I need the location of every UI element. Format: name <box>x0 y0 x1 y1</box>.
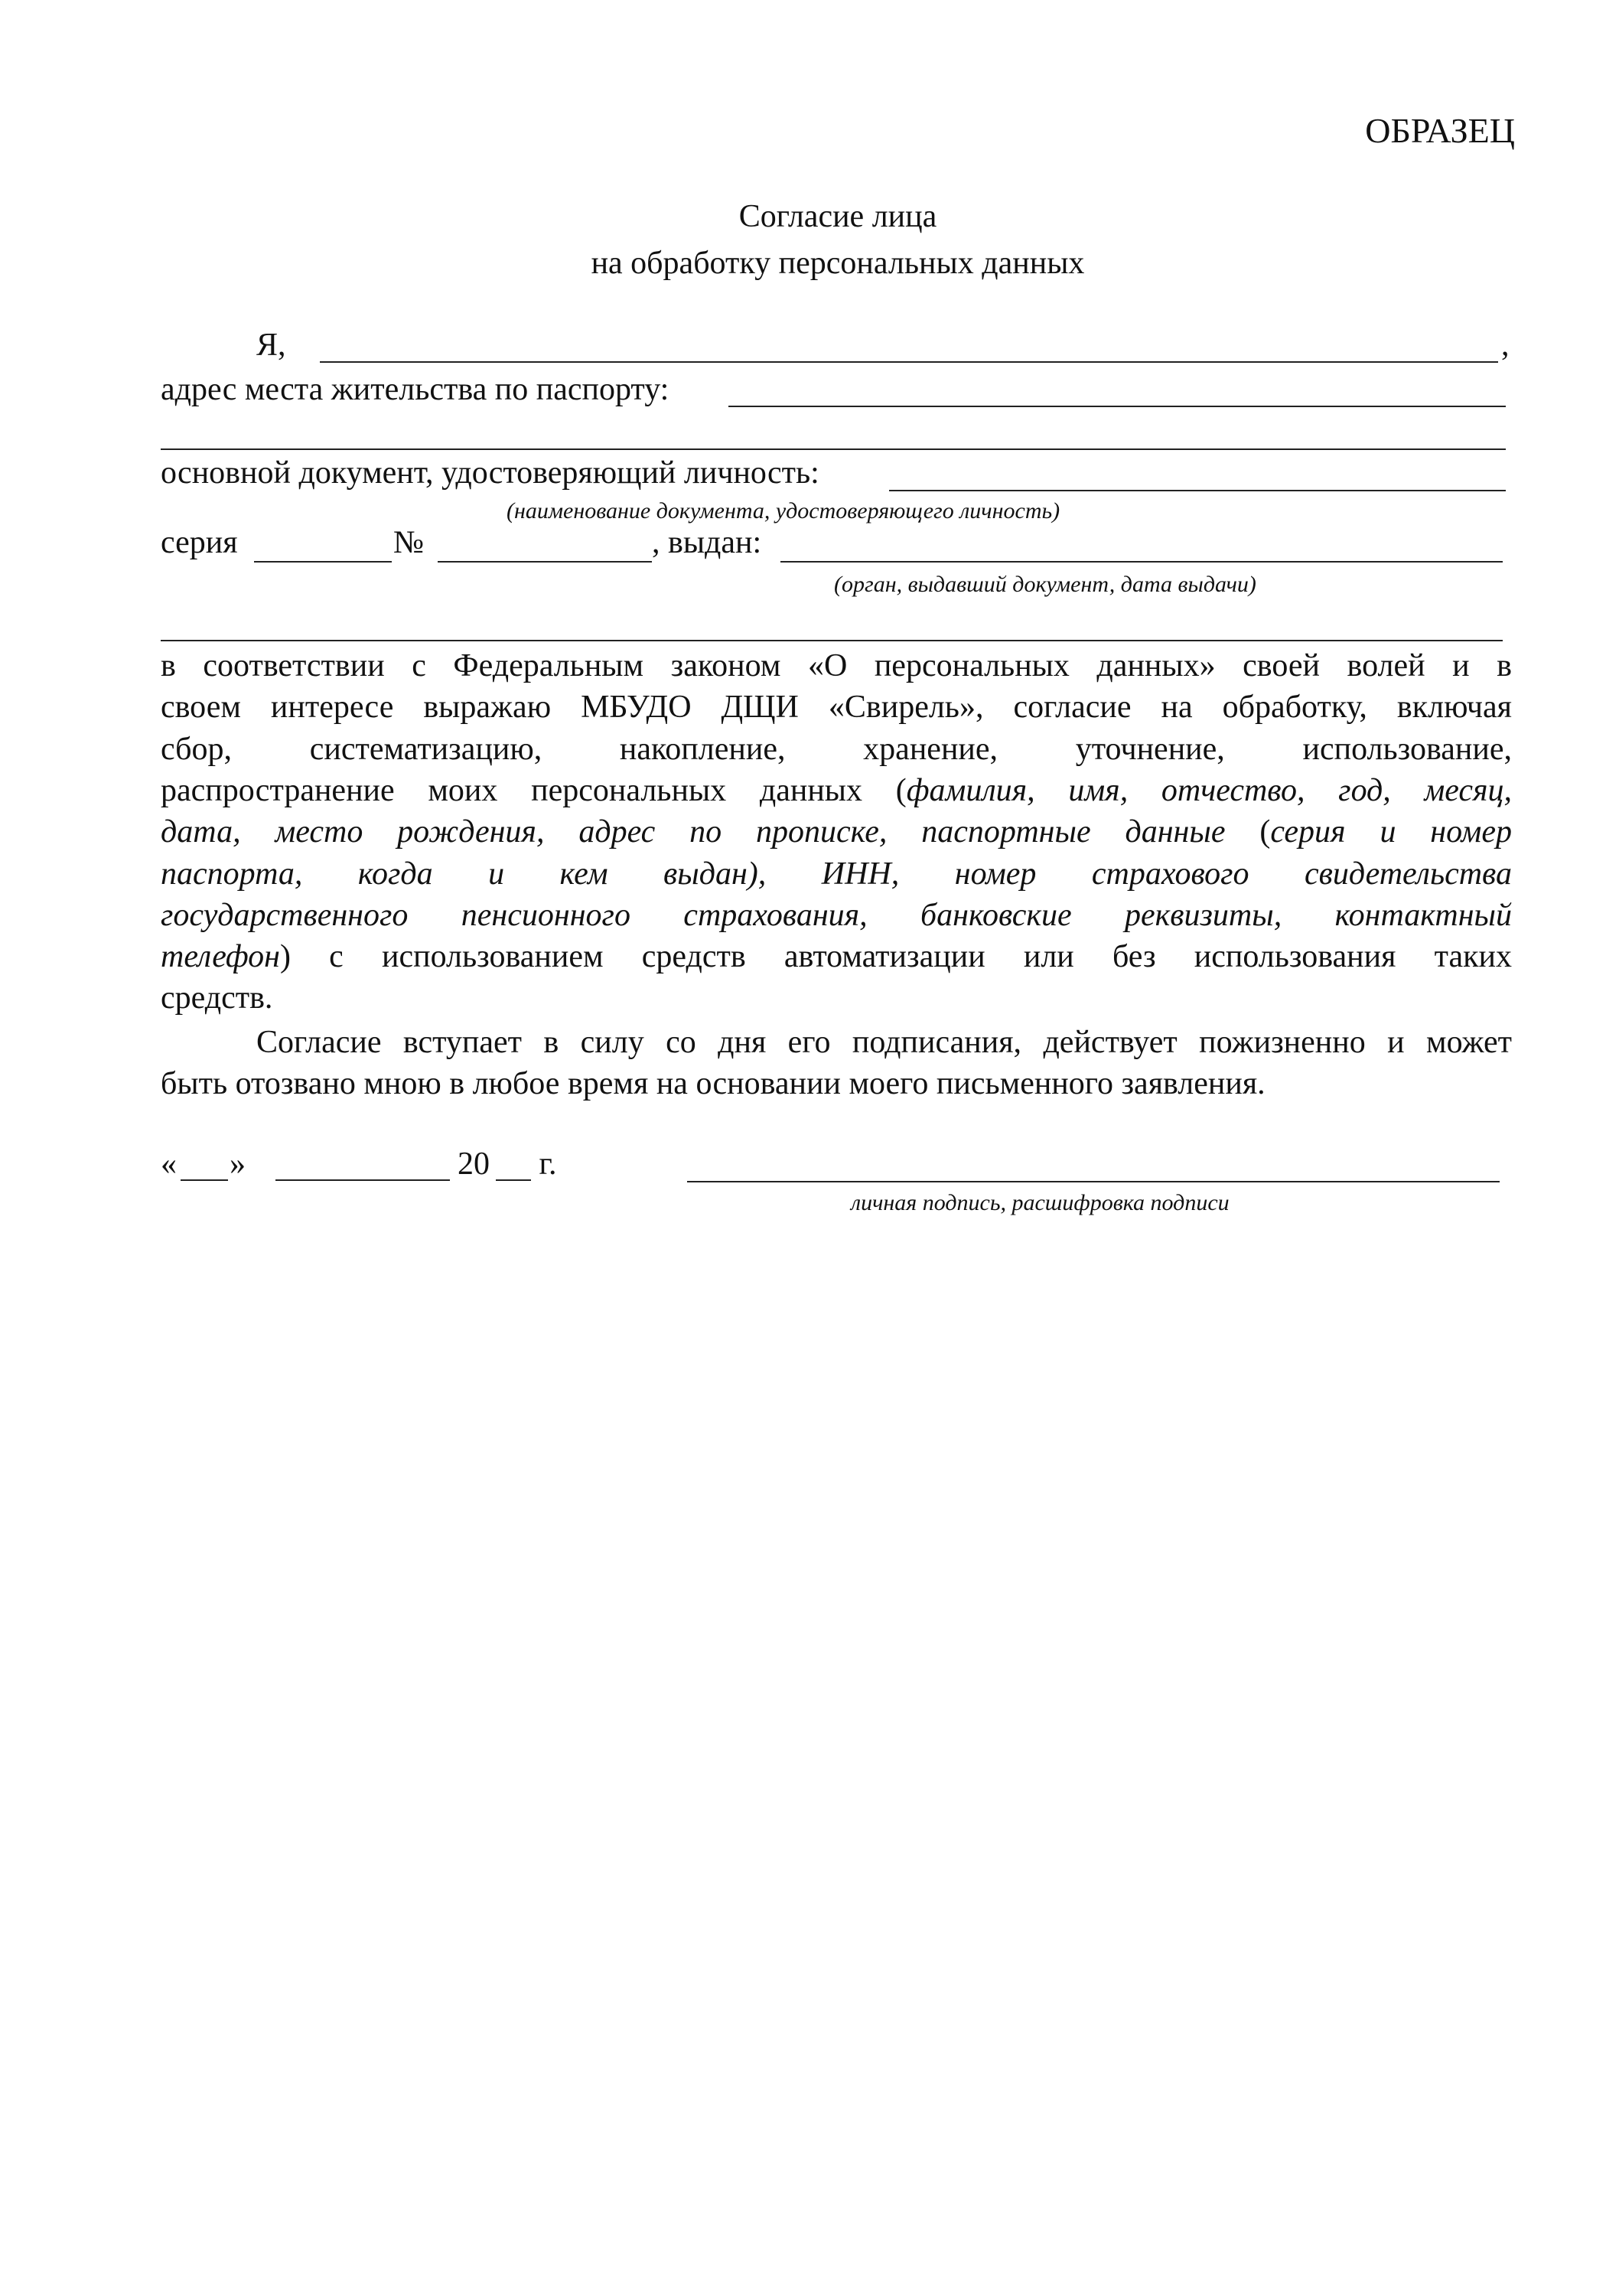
year-suffix: г. <box>531 1146 557 1182</box>
text-segment: ) с использованием средств автоматизации или без использования таких <box>279 939 1512 975</box>
paragraph-line <box>161 936 1512 977</box>
paragraph-line <box>161 811 1512 853</box>
year-prefix: 20 <box>458 1146 490 1182</box>
issued-field-continued[interactable] <box>161 640 1503 641</box>
document-label: основной документ, удостоверяющий личность: <box>161 455 819 491</box>
number-field[interactable] <box>438 561 652 563</box>
text-segment: дата, место рождения, адрес по прописке, паспортные данные <box>161 814 1260 850</box>
text-segment: серия и номер <box>1270 814 1512 850</box>
paragraph-line <box>161 895 1512 936</box>
title-line-2: на обработку персональных данных <box>591 246 1085 281</box>
text-segment: государственного пенсионного страхования, банковские реквизиты, контактный <box>161 897 1512 933</box>
year-field[interactable] <box>496 1179 531 1181</box>
name-prefix: Я, <box>256 328 286 363</box>
paragraph-line <box>161 687 1512 728</box>
text-segment: распространение моих персональных данных ( <box>161 772 907 808</box>
text-segment: паспорта, когда и кем выдан), ИНН, номер страхового свидетельства <box>161 856 1512 892</box>
text-segment: в соответствии с Федеральным законом «О персональных данных» своей волей и в <box>161 648 1512 683</box>
text-segment: своем интересе выражаю МБУДО ДЩИ «Свирель», согласие на обработку, включая <box>161 690 1512 726</box>
paragraph-line <box>161 853 1512 895</box>
issued-hint: (орган, выдавший документ, дата выдачи) <box>834 572 1256 597</box>
signature-field[interactable] <box>687 1181 1500 1182</box>
name-field[interactable] <box>320 361 1498 363</box>
date-close-quote: » <box>230 1146 246 1182</box>
address-field[interactable] <box>728 406 1506 407</box>
sample-stamp: ОБРАЗЕЦ <box>1365 111 1515 150</box>
title-line-1: Согласие лица <box>738 199 937 234</box>
text-segment: ( <box>1259 814 1271 850</box>
address-field-continued[interactable] <box>161 448 1506 450</box>
text-segment: фамилия, имя, отчество, год, месяц, <box>906 772 1513 808</box>
series-label: серия <box>161 525 238 560</box>
signature-hint: личная подпись, расшифровка подписи <box>851 1190 1230 1215</box>
name-suffix: , <box>1501 328 1510 363</box>
paragraph-line <box>161 770 1512 811</box>
issued-field[interactable] <box>780 561 1503 563</box>
text-segment: телефон <box>161 939 280 975</box>
paragraph-line <box>161 977 1512 1019</box>
address-label: адрес места жительства по паспорту: <box>161 372 669 407</box>
date-open-quote: « <box>161 1146 177 1182</box>
document-hint: (наименование документа, удостоверяющего личность) <box>507 498 1060 523</box>
day-field[interactable] <box>181 1179 228 1181</box>
text-segment: сбор, систематизацию, накопление, хранение, уточнение, использование, <box>161 731 1512 767</box>
month-field[interactable] <box>275 1179 450 1181</box>
paragraph-line <box>161 729 1512 770</box>
number-label: № <box>393 525 425 560</box>
validity-line-1: Согласие вступает в силу со дня его подписания, действует пожизненно и может <box>256 1025 1512 1060</box>
series-field[interactable] <box>254 561 392 563</box>
validity-line-2: быть отозвано мною в любое время на основании моего письменного заявления. <box>161 1066 1266 1101</box>
paragraph-line <box>161 645 1512 687</box>
document-field[interactable] <box>889 490 1506 491</box>
text-segment: средств. <box>161 980 273 1016</box>
issued-label: , выдан: <box>652 525 762 560</box>
